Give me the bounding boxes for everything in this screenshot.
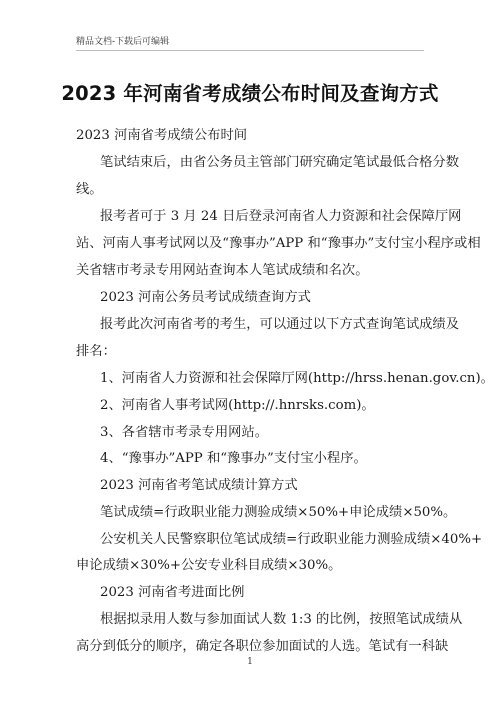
paragraph-line: 申论成绩×30%+公安专业科目成绩×30%。 — [76, 558, 342, 573]
paragraph-line: 高分到低分的顺序，确定各职位参加面试的人选。笔试有一科缺 — [76, 639, 449, 654]
paragraph-line: 排名： — [76, 344, 116, 359]
paragraph-line: 3、各省辖市考录专用网站。 — [100, 425, 269, 440]
header-divider — [76, 50, 424, 51]
paragraph-line: 报考者可于 3 月 24 日后登录河南省人力资源和社会保障厅网 — [100, 209, 462, 224]
paragraph-line: 笔试成绩=行政职业能力测验成绩×50%+申论成绩×50%。 — [100, 505, 457, 520]
document-title: 2023 年河南省考成绩公布时间及查询方式 — [61, 82, 439, 105]
paragraph-line: 2023 河南公务员考试成绩查询方式 — [100, 290, 311, 305]
paragraph-line: 笔试结束后，由省公务员主管部门研究确定笔试最低合格分数 — [100, 155, 460, 170]
page-number: 1 — [247, 657, 253, 667]
paragraph-line: 2023 河南省考成绩公布时间 — [76, 128, 248, 143]
header-note: 精品文档-下载后可编辑 — [76, 37, 170, 47]
paragraph-line: 2023 河南省考笔试成绩计算方式 — [100, 478, 298, 493]
paragraph-line: 线。 — [76, 182, 103, 197]
paragraph-line: 根据拟录用人数与参加面试人数 1:3 的比例，按照笔试成绩从 — [100, 612, 463, 627]
paragraph-line: 关省辖市考录专用网站查询本人笔试成绩和名次。 — [76, 263, 369, 278]
paragraph-line: 2023 河南省考进面比例 — [100, 585, 245, 600]
paragraph-line: 报考此次河南省考的考生，可以通过以下方式查询笔试成绩及 — [100, 317, 460, 332]
paragraph-line: 4、“豫事办”APP 和“豫事办”支付宝小程序。 — [100, 451, 367, 466]
paragraph-line: 公安机关人民警察职位笔试成绩=行政职业能力测验成绩×40%+ — [100, 532, 483, 547]
paragraph-line: 1、河南省人力资源和社会保障厅网(http://hrss.henan.gov.cn)。 — [100, 371, 494, 386]
paragraph-line: 2、河南省人事考试网(http://.hnrsks.com)。 — [100, 398, 375, 413]
paragraph-line: 站、河南人事考试网以及“豫事办”APP 和“豫事办”支付宝小程序或相 — [76, 236, 481, 251]
